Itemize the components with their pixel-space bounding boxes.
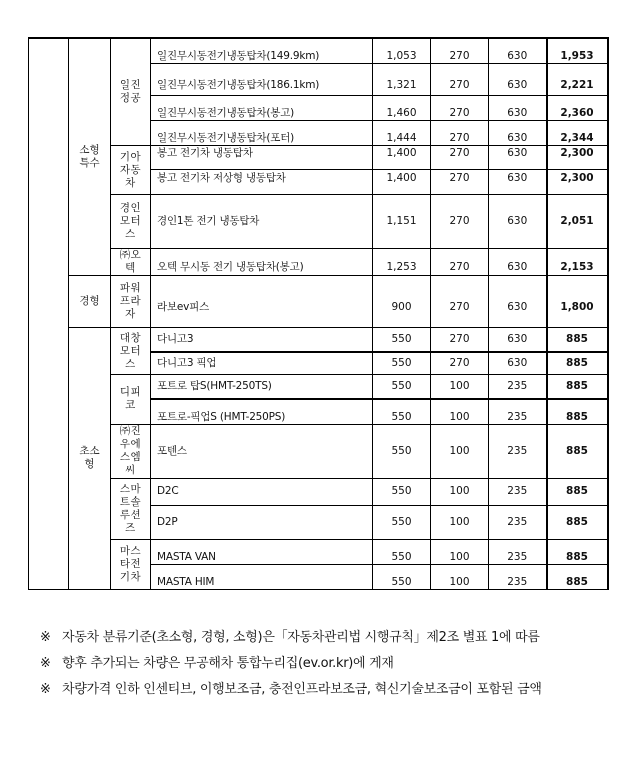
infra-subsidy-cell [489,539,547,564]
battery-subsidy-cell [431,64,489,96]
total-cell-text: 2,221 [560,78,594,91]
table-row [29,375,608,399]
table-row [29,146,608,170]
battery-subsidy-cell-text: 100 [449,444,470,457]
table-row [29,539,608,564]
infra-subsidy-cell-text: 630 [507,261,528,273]
battery-subsidy-cell-text: 270 [449,356,470,369]
price-cell-text: 550 [391,515,412,528]
total-cell [547,195,608,249]
infra-subsidy-cell-text: 235 [507,410,528,423]
price-cell-text: 1,253 [386,261,417,273]
price-cell-text: 550 [391,332,412,345]
total-cell [547,399,608,425]
battery-subsidy-cell-text: 270 [449,107,470,119]
battery-subsidy-cell [431,375,489,399]
footnote [40,677,615,703]
model-cell [151,276,373,328]
price-cell-text: 1,321 [386,78,417,91]
infra-subsidy-cell [489,478,547,505]
model-cell-text: 다니고3 [157,332,194,345]
price-cell [373,539,431,564]
table-row [29,195,608,249]
infra-subsidy-cell [489,96,547,121]
total-cell-text: 885 [566,485,588,497]
total-cell-text: 2,300 [560,147,594,159]
infra-subsidy-cell [489,399,547,425]
table-row [29,478,608,505]
subsidy-table [28,37,609,590]
price-cell-text: 550 [391,356,412,369]
battery-subsidy-cell-text: 270 [449,332,470,345]
footnote-text: 차량가격 인하 인센티브, 이행보조금, 충전인프라보조금, 혁신기술보조금이 포함된 금액 [62,682,542,697]
infra-subsidy-cell-text: 630 [507,50,528,62]
price-cell [373,505,431,539]
model-cell [151,564,373,589]
reference-mark: ※ [40,630,51,645]
price-cell-text: 550 [391,485,412,497]
model-cell-text: MASTA HIM [157,575,215,588]
model-cell-text: 경인1톤 전기 냉동탑차 [157,215,260,227]
infra-subsidy-cell-text: 235 [507,515,528,528]
price-cell [373,249,431,276]
model-cell-text: 일진무시동전기냉동탑차(186.1km) [157,78,320,91]
price-cell [373,352,431,375]
total-cell [547,375,608,399]
model-cell [151,505,373,539]
price-cell-text: 1,400 [386,171,417,184]
model-cell [151,64,373,96]
model-cell-text: 봉고 전기차 냉동탑차 [157,147,253,159]
infra-subsidy-cell-text: 235 [507,444,528,457]
battery-subsidy-cell-text: 270 [449,78,470,91]
total-cell-text: 2,360 [560,107,594,119]
total-cell-text: 885 [566,444,588,457]
price-cell-text: 550 [391,550,412,563]
model-cell [151,121,373,146]
footnote-text: 향후 추가되는 차량은 무공해차 통합누리집(ev.or.kr)에 게재 [62,656,394,671]
price-cell [373,399,431,425]
price-cell [373,121,431,146]
table-row [29,424,608,478]
maker-cell: 일진 정공 [111,38,151,146]
infra-subsidy-cell-text: 235 [507,550,528,563]
total-cell [547,64,608,96]
infra-subsidy-cell [489,424,547,478]
battery-subsidy-cell [431,328,489,352]
total-cell [547,170,608,195]
battery-subsidy-cell [431,195,489,249]
model-cell-text: 봉고 전기차 저상형 냉동탑차 [157,171,286,184]
infra-subsidy-cell-text: 235 [507,379,528,392]
model-cell [151,38,373,64]
battery-subsidy-cell-text: 270 [449,171,470,184]
footnote [40,651,615,677]
total-cell-text: 885 [566,410,588,423]
price-cell [373,170,431,195]
price-cell-text: 550 [391,379,412,392]
battery-subsidy-cell [431,96,489,121]
total-cell-text: 885 [566,356,588,369]
table-row [29,328,608,352]
table-row [29,249,608,276]
infra-subsidy-cell [489,121,547,146]
price-cell-text: 550 [391,575,412,588]
price-cell [373,424,431,478]
total-cell-text: 2,344 [560,132,594,144]
battery-subsidy-cell [431,121,489,146]
price-cell [373,195,431,249]
infra-subsidy-cell [489,505,547,539]
total-cell-text: 885 [566,550,588,563]
total-cell [547,539,608,564]
table-row [29,38,608,64]
maker-cell: ㈜진 우에 스엠 씨 [111,424,151,478]
total-cell [547,276,608,328]
model-cell-text: 포트로-픽업S (HMT-250PS) [157,410,286,423]
model-cell-text: D2C [157,485,179,497]
maker-cell: 경인 모터 스 [111,195,151,249]
model-cell-text: 일진무시동전기냉동탑차(봉고) [157,107,295,119]
model-cell [151,399,373,425]
battery-subsidy-cell-text: 270 [449,300,470,313]
price-cell [373,375,431,399]
battery-subsidy-cell-text: 100 [449,410,470,423]
price-cell [373,38,431,64]
price-cell [373,96,431,121]
battery-subsidy-cell [431,352,489,375]
model-cell [151,424,373,478]
total-cell [547,424,608,478]
infra-subsidy-cell-text: 630 [507,300,528,313]
price-cell-text: 1,444 [386,132,417,144]
price-cell-text: 1,151 [386,215,417,227]
total-cell-text: 885 [566,379,588,392]
reference-mark: ※ [40,682,51,697]
infra-subsidy-cell-text: 630 [507,356,528,369]
battery-subsidy-cell-text: 270 [449,147,470,159]
infra-subsidy-cell [489,195,547,249]
battery-subsidy-cell [431,505,489,539]
infra-subsidy-cell [489,375,547,399]
infra-subsidy-cell-text: 630 [507,215,528,227]
infra-subsidy-cell [489,170,547,195]
total-cell-text: 2,051 [560,215,594,227]
battery-subsidy-cell [431,564,489,589]
price-cell [373,146,431,170]
maker-cell: 디피 코 [111,375,151,425]
infra-subsidy-cell-text: 630 [507,132,528,144]
battery-subsidy-cell-text: 100 [449,515,470,528]
category-cell: 소형 특수 [69,38,111,276]
battery-subsidy-cell [431,38,489,64]
total-cell-text: 885 [566,332,588,345]
model-cell-text: 라보ev피스 [157,300,210,313]
battery-subsidy-cell [431,146,489,170]
model-cell [151,539,373,564]
maker-cell: 파워 프라 자 [111,276,151,328]
model-cell-text: MASTA VAN [157,550,216,563]
infra-subsidy-cell-text: 235 [507,485,528,497]
battery-subsidy-cell-text: 270 [449,50,470,62]
infra-subsidy-cell [489,328,547,352]
model-cell-text: D2P [157,515,178,528]
infra-subsidy-cell-text: 630 [507,107,528,119]
category-cell: 초소 형 [69,328,111,590]
battery-subsidy-cell [431,399,489,425]
infra-subsidy-cell-text: 235 [507,575,528,588]
model-cell-text: 오텍 무시동 전기 냉동탑차(봉고) [157,261,304,273]
model-cell [151,249,373,276]
total-cell-text: 1,953 [560,50,594,62]
model-cell-text: 일진무시동전기냉동탑차(포터) [157,132,295,144]
price-cell-text: 1,400 [386,147,417,159]
total-cell [547,146,608,170]
maker-cell: ㈜오 텍 [111,249,151,276]
battery-subsidy-cell [431,424,489,478]
model-cell [151,96,373,121]
battery-subsidy-cell [431,276,489,328]
maker-cell: 스마 트솔 루션 즈 [111,478,151,539]
battery-subsidy-cell-text: 270 [449,215,470,227]
infra-subsidy-cell [489,64,547,96]
infra-subsidy-cell [489,352,547,375]
battery-subsidy-cell-text: 100 [449,575,470,588]
total-cell [547,328,608,352]
total-cell-text: 885 [566,575,588,588]
infra-subsidy-cell [489,38,547,64]
price-cell [373,328,431,352]
total-cell-text: 1,800 [560,300,594,313]
total-cell [547,505,608,539]
total-cell-text: 2,153 [560,261,594,273]
model-cell-text: 포텐스 [157,444,187,457]
total-cell [547,478,608,505]
model-cell [151,146,373,170]
table-row [29,276,608,328]
total-cell [547,564,608,589]
maker-cell: 마스 타전 기차 [111,539,151,589]
infra-subsidy-cell-text: 630 [507,147,528,159]
footnotes [40,625,615,703]
price-cell [373,478,431,505]
model-cell [151,352,373,375]
total-cell-text: 2,300 [560,171,594,184]
total-cell [547,96,608,121]
battery-subsidy-cell-text: 100 [449,379,470,392]
total-cell [547,249,608,276]
model-cell [151,478,373,505]
model-cell-text: 포트로 탑S(HMT-250TS) [157,379,272,392]
infra-subsidy-cell-text: 630 [507,332,528,345]
total-cell-text: 885 [566,515,588,528]
price-cell-text: 1,460 [386,107,417,119]
footnote [40,625,615,651]
model-cell-text: 일진무시동전기냉동탑차(149.9km) [157,50,320,62]
price-cell [373,564,431,589]
price-cell-text: 900 [391,300,412,313]
reference-mark: ※ [40,656,51,671]
model-cell [151,195,373,249]
battery-subsidy-cell [431,539,489,564]
category-cell: 경형 [69,276,111,328]
infra-subsidy-cell [489,146,547,170]
infra-subsidy-cell-text: 630 [507,171,528,184]
maker-cell: 대창 모터 스 [111,328,151,375]
infra-subsidy-cell [489,276,547,328]
infra-subsidy-cell-text: 630 [507,78,528,91]
battery-subsidy-cell-text: 100 [449,550,470,563]
infra-subsidy-cell [489,564,547,589]
battery-subsidy-cell-text: 270 [449,261,470,273]
battery-subsidy-cell [431,170,489,195]
price-cell-text: 550 [391,444,412,457]
total-cell [547,38,608,64]
infra-subsidy-cell [489,249,547,276]
model-cell [151,328,373,352]
battery-subsidy-cell [431,249,489,276]
price-cell-text: 1,053 [386,50,417,62]
battery-subsidy-cell-text: 270 [449,132,470,144]
blank-column [29,38,69,589]
maker-cell: 기아 자동 차 [111,146,151,195]
price-cell-text: 550 [391,410,412,423]
battery-subsidy-cell [431,478,489,505]
battery-subsidy-cell-text: 100 [449,485,470,497]
model-cell [151,170,373,195]
price-cell [373,276,431,328]
price-cell [373,64,431,96]
model-cell-text: 다니고3 픽업 [157,356,217,369]
total-cell [547,121,608,146]
model-cell [151,375,373,399]
total-cell [547,352,608,375]
footnote-text: 자동차 분류기준(초소형, 경형, 소형)은「자동차관리법 시행규칙」제2조 별표 1에 따름 [62,630,540,645]
